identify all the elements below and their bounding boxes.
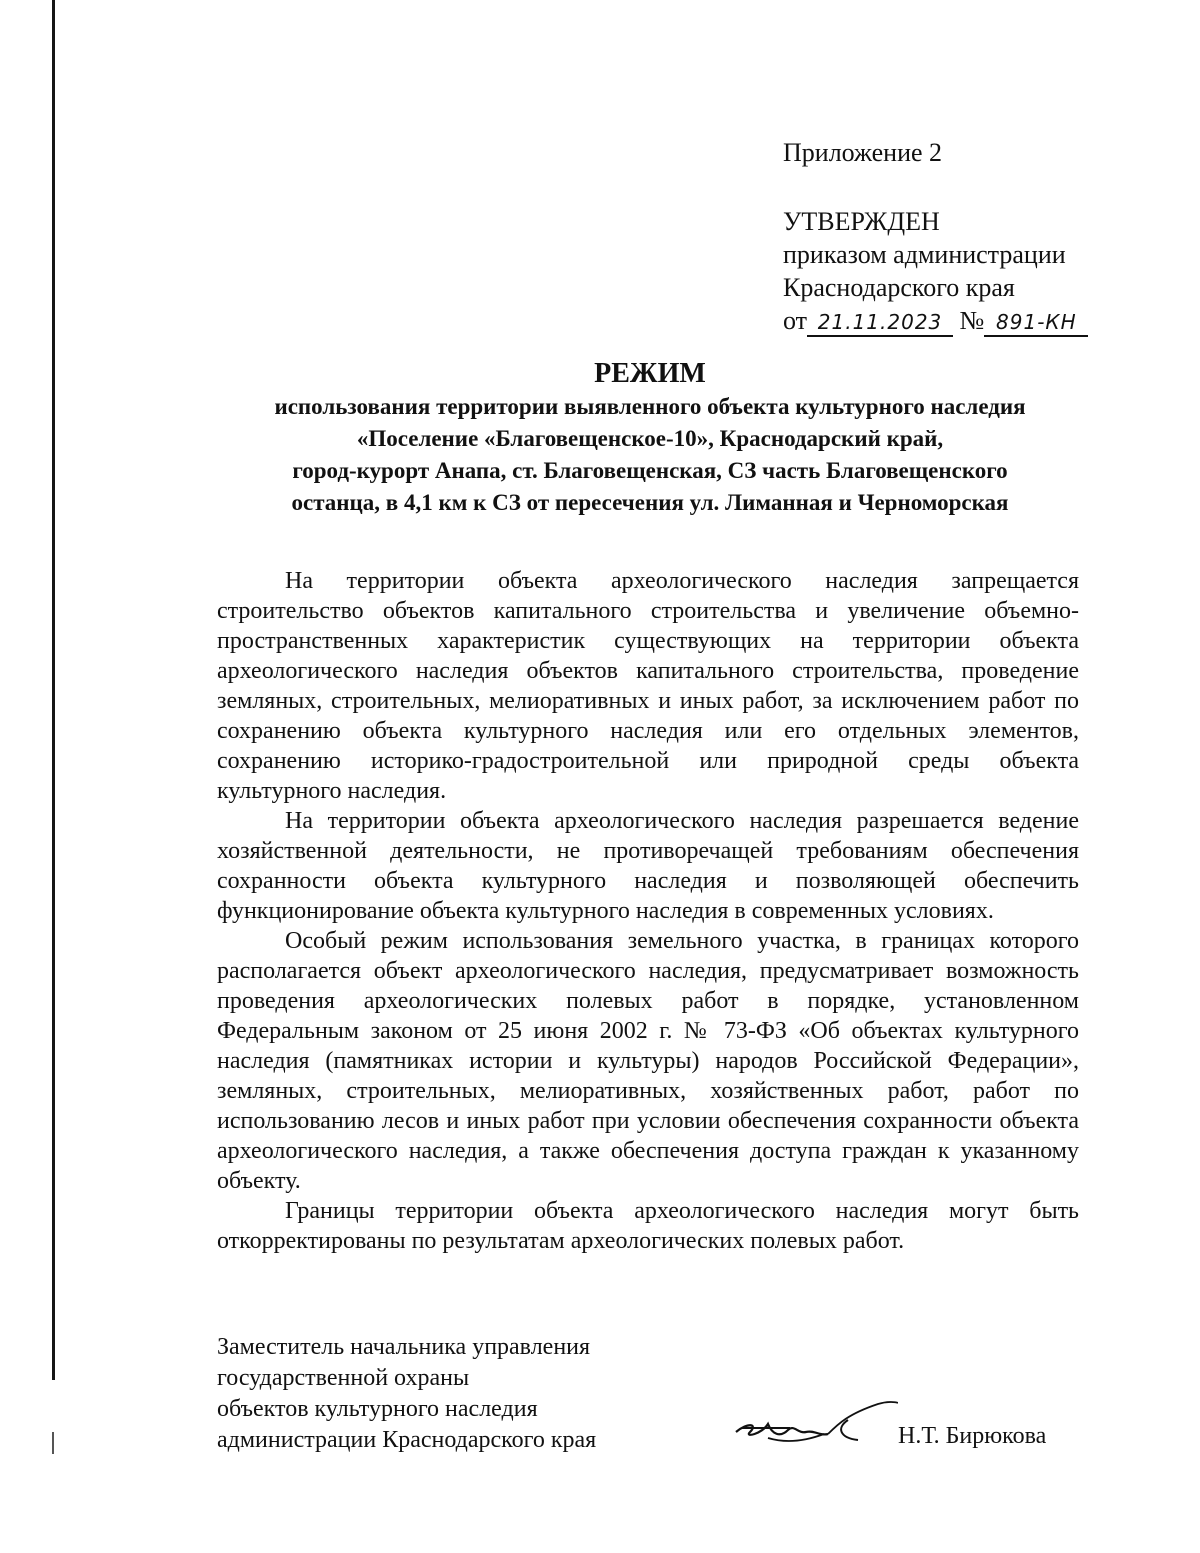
paragraph-permissions: На территории объекта археологического наследия разрешается ведение хозяйственной деятельности, не противоречащей требованиям обеспечения сохранности объекта культурного наследия и позволяющей обеспечить функционирование объекта культурного наследия в современных условиях. [217,808,1079,924]
signatory-position [217,1332,596,1456]
title-line-4: останца, в 4,1 км к СЗ от пересечения ул. Лиманная и Черноморская [291,490,1009,515]
signatory-line-1: Заместитель начальника управления [217,1334,591,1360]
handwritten-signature [728,1394,898,1454]
signatory-name: Н.Т. Бирюкова [898,1423,1047,1449]
title-line-1: использования территории выявленного объекта культурного наследия [274,394,1026,419]
paragraph-boundaries: Границы территории объекта археологического наследия могут быть откорректированы по результатам археологических полевых работ. [217,1198,1079,1254]
approval-date-line [783,304,1088,337]
approval-heading: УТВЕРЖДЕН [783,207,940,236]
scan-border-line [52,0,55,1380]
appendix-label: Приложение 2 [783,138,943,167]
approval-line-1: приказом администрации [783,240,1066,269]
number-field [984,308,1088,337]
signatory-line-4: администрации Краснодарского края [217,1427,597,1453]
document-body [217,566,1079,1256]
date-prefix: от [783,306,808,335]
document-title [180,357,1120,519]
paragraph-prohibitions: На территории объекта археологического наследия запрещается строительство объектов капитального строительства и увеличение объемно-пространственных характеристик существующих на территории объекта археологического наследия объектов капитального строительства, проведение земляных, строительных, мелиоративных и иных работ, за исключением работ по сохранению объекта культурного наследия или его отдельных элементов, сохранению историко-градостроительной или природной среды объекта культурного наследия. [217,568,1079,804]
scan-mark [52,1432,54,1454]
approval-date: 21.11.2023 [817,310,943,334]
signatory-line-3: объектов культурного наследия [217,1396,538,1422]
signatory-line-2: государственной охраны [217,1365,470,1391]
date-field [807,308,953,337]
approval-number: 891-КН [996,310,1077,334]
number-prefix: № [959,306,985,335]
paragraph-special-regime: Особый режим использования земельного участка, в границах которого располагается объект археологического наследия, предусматривает возможность проведения археологических полевых работ в порядке, установленном Федеральным законом от 25 июня 2002 г. № 73-ФЗ «Об объектах культурного наследия (памятниках истории и культуры) народов Российской Федерации», земляных, строительных, мелиоративных, хозяйственных работ, работ по использованию лесов и иных работ при условии обеспечения сохранности объекта археологического наследия, а также обеспечения доступа граждан к указанному объекту. [217,928,1079,1194]
title-line-3: город-курорт Анапа, ст. Благовещенская, СЗ часть Благовещенского [292,458,1008,483]
title-main: РЕЖИМ [594,358,706,389]
approval-line-2: Краснодарского края [783,273,1015,302]
title-line-2: «Поселение «Благовещенское-10», Краснодарский край, [356,426,944,451]
approval-stamp-block [783,136,1088,337]
